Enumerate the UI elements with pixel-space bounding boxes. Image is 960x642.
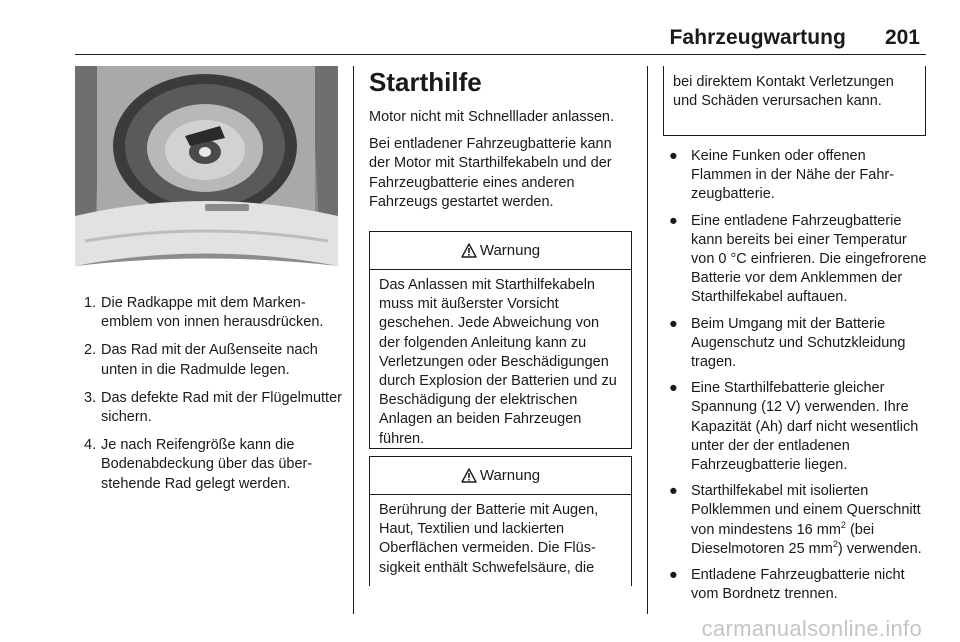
watermark: carmanualsonline.info <box>701 616 922 641</box>
bullet-icon: ● <box>669 567 678 584</box>
step-number: 2. <box>84 342 97 359</box>
column-divider-right <box>647 66 648 614</box>
spare-wheel-illustration <box>75 66 338 276</box>
list-item <box>84 294 342 332</box>
body-paragraph: Bei entladener Fahrzeugbatterie kann der Motor mit Starthilfekabeln und der Fahrzeugbatterie eines anderen Fahrzeugs gestartet werden. <box>369 136 612 210</box>
cable-text-start: Starthilfekabel mit isolierten Polklemmen und einem Querschnitt von mindestens 16 mm <box>691 483 921 538</box>
warning-triangle-icon <box>461 468 477 483</box>
list-item <box>84 436 342 494</box>
bullet-icon: ● <box>669 212 678 229</box>
bullet-text: Eine entladene Fahrzeugbatterie kann bereits bei einer Temperatur von 0 °C einfrieren. Die eingefrorene Batterie vor dem Anklemmen der Starthilfekabel auftauen. <box>691 212 927 306</box>
warning-label: Warnung <box>479 467 541 484</box>
bullet-text: Eine Starthilfebatterie gleicher Spannung (12 V) verwenden. Ihre Kapazität (Ah) darf nicht wesentlich unter der der entladenen Fahrzeugbatterie liegen. <box>691 380 919 474</box>
list-item <box>669 566 927 604</box>
header-rule <box>75 54 926 55</box>
running-title: Fahrzeugwartung <box>669 26 846 49</box>
bullet-icon: ● <box>669 315 678 332</box>
step-number: 3. <box>84 389 97 406</box>
warning-box <box>369 231 632 449</box>
page-number: 201 <box>884 26 920 49</box>
column-divider-left <box>353 66 354 614</box>
warning-text: Das Anlassen mit Starthilfekabeln muss mit äußerster Vorsicht geschehen. Jede Abweichung von der folgenden Anleitung kann zu Verletzungen oder Beschädigungen durch Explosion der Batterien und zu Beschädigung der elektrischen Anlagen an beiden Fahrzeugen führen. <box>379 277 617 447</box>
page-header <box>0 0 960 66</box>
step-number: 4. <box>84 437 97 454</box>
bullet-text: Keine Funken oder offenen Flammen in der Nähe der Fahrzeugbatterie. <box>691 148 895 203</box>
list-item <box>84 389 342 427</box>
bullet-text <box>691 483 922 557</box>
step-number: 1. <box>84 295 97 311</box>
list-item <box>669 212 927 308</box>
section-title: Starthilfe <box>369 67 482 97</box>
warning-triangle-icon <box>461 243 477 258</box>
safety-bullets <box>669 147 927 611</box>
warning-text: Berührung der Batterie mit Augen, Haut, Textilien und lackierten Oberflächen vermeiden. Die Flüssigkeit enthält Schwefelsäure, die <box>379 502 599 576</box>
step-text: Die Radkappe mit dem Markenemblem von innen herausdrücken. <box>101 295 324 331</box>
step-text: Das Rad mit der Außenseite nach unten in die Radmulde legen. <box>101 342 318 378</box>
procedure-steps <box>84 294 342 503</box>
intro-paragraph: Motor nicht mit Schnelllader anlassen. <box>369 109 615 125</box>
warning-continuation: bei direktem Kontakt Verletzungen und Schäden verursachen kann. <box>663 66 926 136</box>
superscript: 2 <box>840 519 846 530</box>
list-item <box>669 315 927 373</box>
warning-box <box>369 456 632 586</box>
cable-text-diesel: (bei Dieselmotoren 25 mm <box>691 521 875 557</box>
list-item <box>669 482 927 559</box>
cable-text-end: ) verwenden. <box>837 540 922 557</box>
list-item <box>669 379 927 475</box>
bullet-icon: ● <box>669 148 678 164</box>
bullet-text: Beim Umgang mit der Batterie Augenschutz und Schutzkleidung tragen. <box>691 315 906 371</box>
warning-label: Warnung <box>479 242 541 259</box>
superscript: 2 <box>832 539 838 550</box>
section-starthilfe <box>369 66 633 212</box>
step-text: Je nach Reifengröße kann die Bodenabdeckung über das überstehende Rad gelegt werden. <box>101 437 313 492</box>
step-text: Das defekte Rad mit der Flügelmutter sichern. <box>101 389 342 426</box>
bullet-icon: ● <box>669 483 678 500</box>
list-item <box>669 147 927 205</box>
bullet-text: Entladene Fahrzeugbatterie nicht vom Bordnetz trennen. <box>691 567 905 603</box>
spare-wheel-photo <box>75 66 338 276</box>
warning-header <box>370 232 631 270</box>
bullet-icon: ● <box>669 380 678 397</box>
list-item <box>84 341 342 379</box>
warning-header <box>370 457 631 495</box>
